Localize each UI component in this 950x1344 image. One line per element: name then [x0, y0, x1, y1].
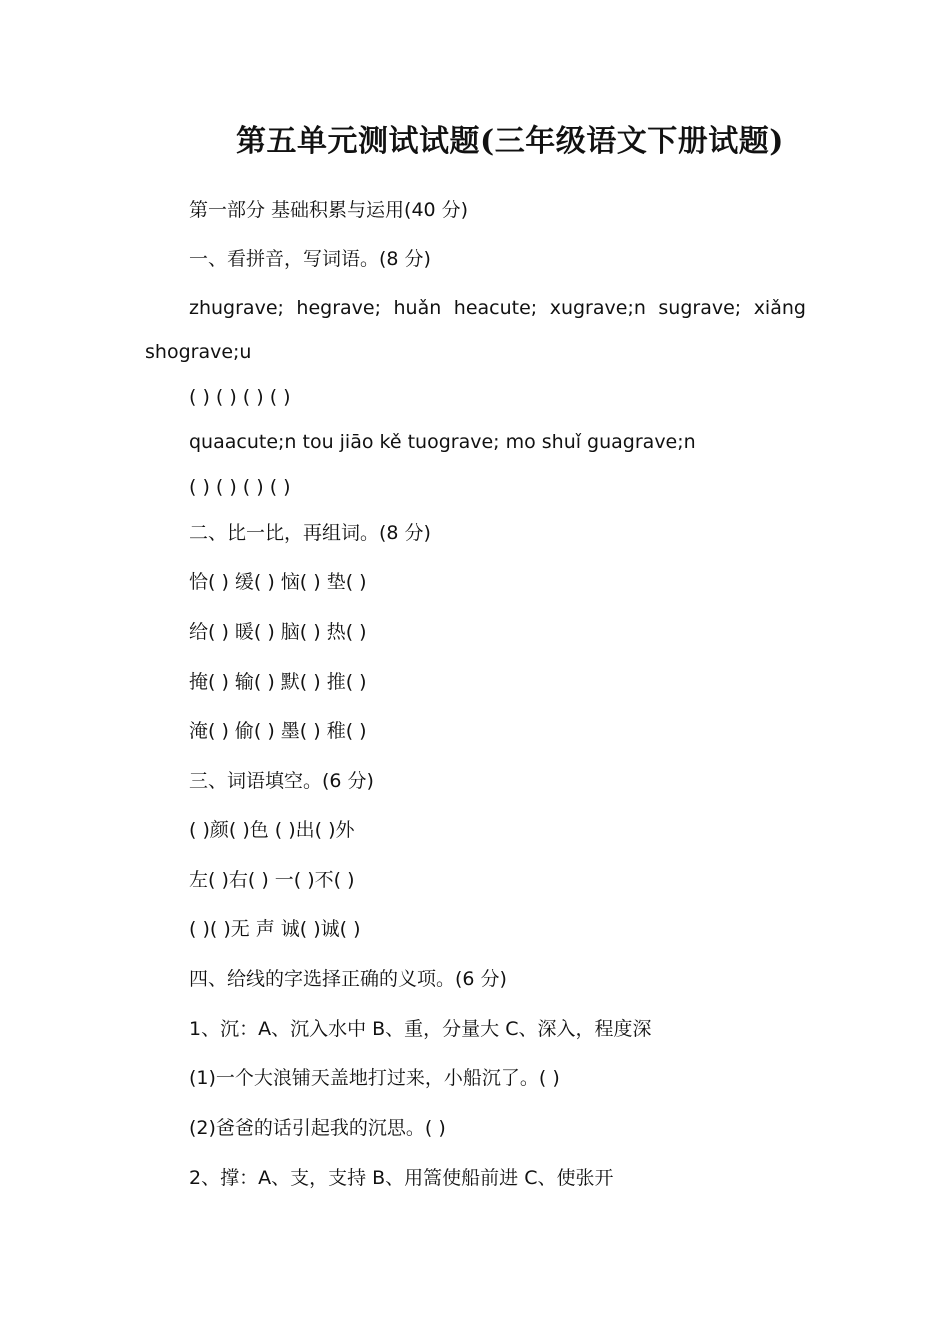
pinyin-word: xugrave;n: [549, 297, 646, 319]
document-title: 第五单元测试试题(三年级语文下册试题): [236, 124, 784, 159]
question-2-row-2: 给( ) 暖( ) 脑( ) 热( ): [189, 621, 367, 643]
question-2-row-3: 掩( ) 输( ) 默( ) 推( ): [189, 671, 367, 693]
pinyin-word: sugrave;: [658, 297, 742, 319]
question-3-heading: 三、词语填空。(6 分): [189, 770, 374, 792]
question-3-row-3: ( )( )无 声 诚( )诚( ): [189, 918, 361, 940]
question-4-item-1-sentence-1: (1)一个大浪铺天盖地打过来，小船沉了。( ): [189, 1067, 560, 1089]
pinyin-row-1-continued: shograve;u: [145, 341, 252, 363]
pinyin-word: huǎn: [393, 297, 442, 319]
pinyin-row-2: quaacute;n tou jiāo kě tuograve; mo shuǐ guagrave;n: [189, 431, 696, 453]
part-one-heading: 第一部分 基础积累与运用(40 分): [189, 199, 469, 221]
pinyin-word: hegrave;: [296, 297, 382, 319]
question-4-item-1-sentence-2: (2)爸爸的话引起我的沉思。( ): [189, 1117, 446, 1139]
question-3-row-1: ( )颜( )色 ( )出( )外: [189, 819, 355, 841]
answer-blanks-1: ( ) ( ) ( ) ( ): [189, 386, 291, 408]
pinyin-row-1: [189, 294, 806, 322]
pinyin-word: heacute;: [453, 297, 538, 319]
pinyin-word: xiǎng: [753, 297, 806, 319]
question-3-row-2: 左( )右( ) 一( )不( ): [189, 869, 355, 891]
pinyin-word: zhugrave;: [189, 297, 284, 319]
question-1-heading: 一、看拼音，写词语。(8 分): [189, 248, 431, 270]
question-4-heading: 四、给线的字选择正确的义项。(6 分): [189, 968, 507, 990]
question-2-row-1: 恰( ) 缓( ) 恼( ) 垫( ): [189, 571, 367, 593]
question-4-item-1: 1、沉：A、沉入水中 B、重，分量大 C、深入，程度深: [189, 1018, 652, 1040]
question-4-item-2: 2、撑：A、支，支持 B、用篙使船前进 C、使张开: [189, 1167, 614, 1189]
answer-blanks-2: ( ) ( ) ( ) ( ): [189, 476, 291, 498]
question-2-heading: 二、比一比，再组词。(8 分): [189, 522, 431, 544]
question-2-row-4: 淹( ) 偷( ) 墨( ) 稚( ): [189, 720, 367, 742]
